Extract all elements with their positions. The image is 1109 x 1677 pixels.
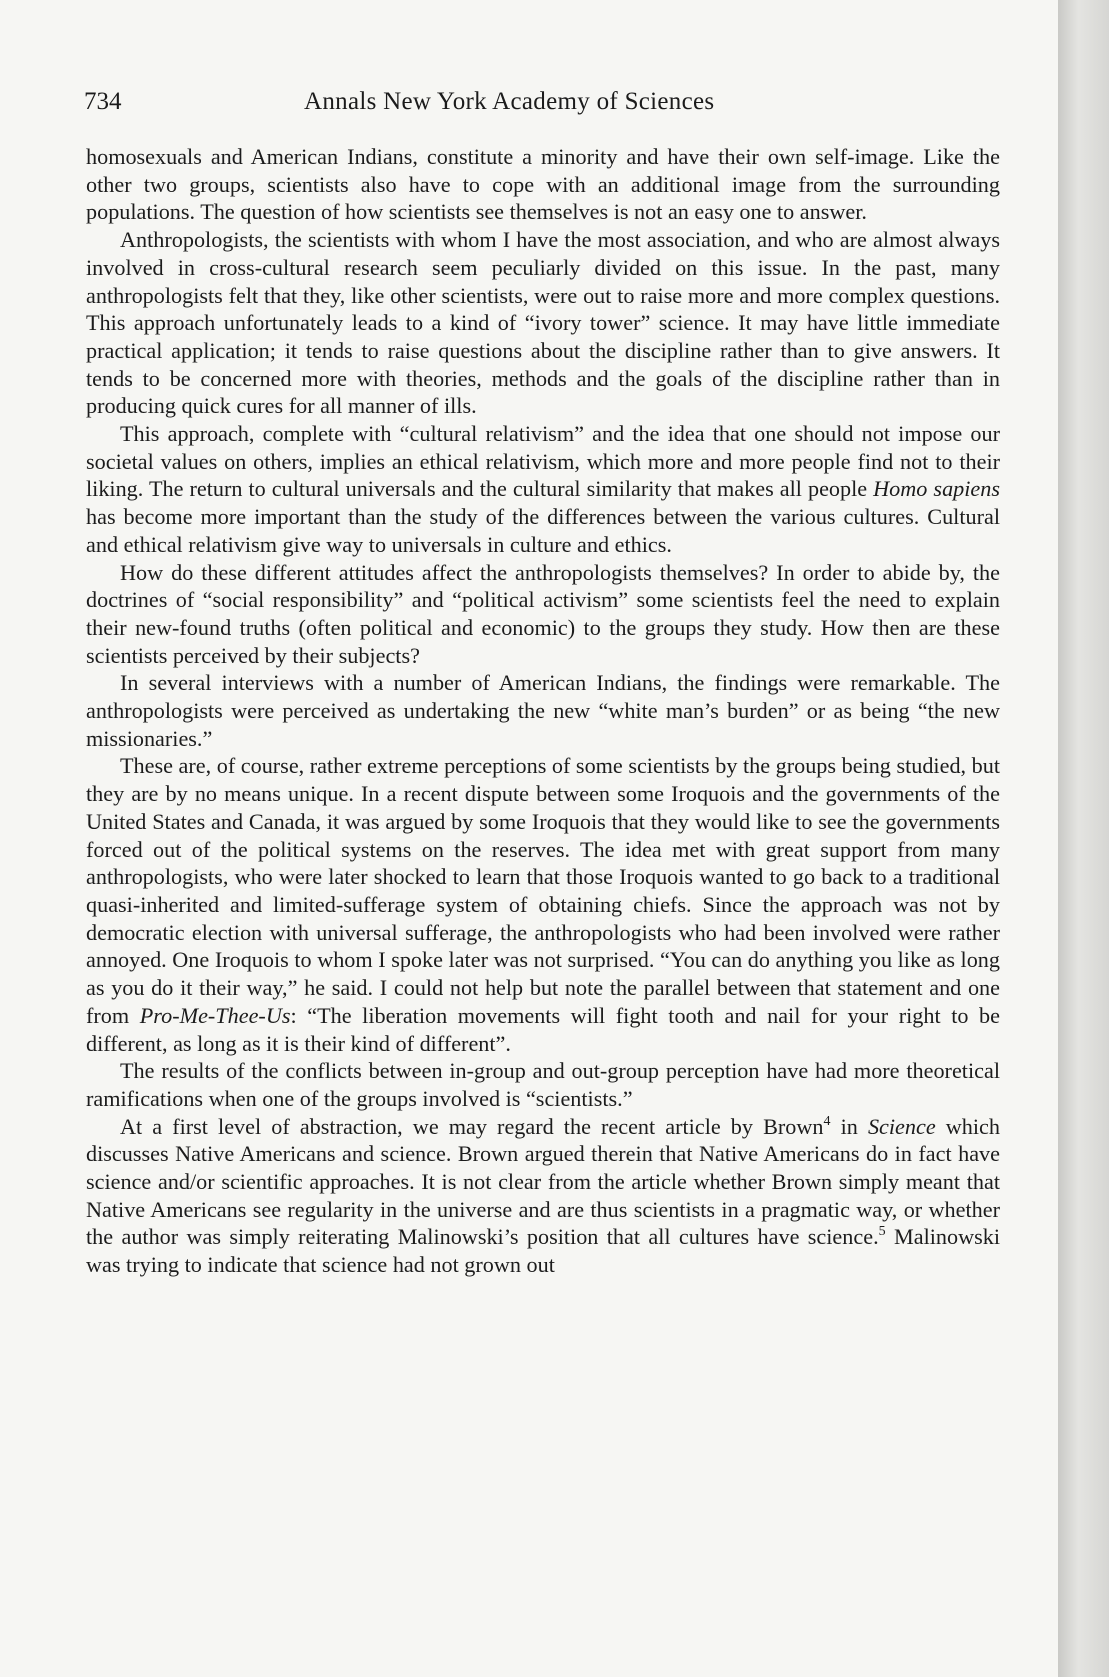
text-run: has become more important than the study of the differences between the various cultures. Cultural and ethical relativism give way to universals in culture and ethics. <box>86 504 1000 557</box>
text-run: How do these different attitudes affect the anthropologists themselves? In order to abide by, the doctrines of “social responsibility” and “political activism” some scientists feel the need to explain their new-found truths (often political and economic) to the groups they study. How then are these scientists perceived by their subjects? <box>86 559 1000 668</box>
paragraph <box>86 1113 1000 1279</box>
text-run: in <box>830 1113 868 1139</box>
paragraph <box>86 1057 1000 1112</box>
paragraph <box>86 143 1000 226</box>
paragraph <box>86 669 1000 752</box>
italic-run: Pro-Me-Thee-Us <box>139 1002 291 1028</box>
text-run: This approach, complete with “cultural relativism” and the idea that one should not impose our societal values on others, implies an ethical relativism, which more and more people find not to their liking. The return to cultural universals and the cultural similarity that makes all people <box>86 421 1000 502</box>
italic-run: Homo sapiens <box>873 476 1000 502</box>
text-run: In several interviews with a number of American Indians, the findings were remarkable. The anthropologists were perceived as undertaking the new “white man’s burden” or as being “the new missionaries.” <box>86 670 1000 751</box>
page-header <box>84 88 1000 120</box>
text-run: At a first level of abstraction, we may regard the recent article by Brown <box>120 1113 824 1139</box>
text-run: The results of the conflicts between in-group and out-group perception have had more theoretical ramifications when one of the groups involved is “scientists.” <box>86 1058 1000 1111</box>
text-run: : “The liberation movements will fight tooth and nail for your right to be different, as long as it is their kind of different”. <box>86 1002 1000 1056</box>
footnote-ref: 5 <box>878 1224 886 1240</box>
paragraph <box>86 420 1000 559</box>
footnote-ref: 4 <box>823 1113 831 1129</box>
text-run: which discusses Native Americans and science. Brown argued therein that Native Americans do in fact have science and/or scientific approaches. It is not clear from the article whether Brown simply meant that Native Americans see regularity in the universe and are thus scientists in a pragmatic way, or whether the author was simply reiterating Malinowski’s position that all cultures have science. <box>86 1113 1001 1250</box>
text-run: These are, of course, rather extreme perceptions of some scientists by the groups being studied, but they are by no means unique. In a recent dispute between some Iroquois and the governments of the United States and Canada, it was argued by some Iroquois that they would like to see the governments forced out of the political systems on the reserves. The idea met with great support from many anthropologists, who were later shocked to learn that those Iroquois wanted to go back to a traditional quasi-inherited and limited-sufferage system of obtaining chiefs. Since the approach was not by democratic election with universal sufferage, the anthropologists who had been involved were rather annoyed. One Iroquois to whom I spoke later was not surprised. “You can do anything you like as long as you do it their way,” he said. I could not help but note the parallel between that statement and one from <box>86 753 1000 1028</box>
page-edge <box>1058 0 1109 1677</box>
body-text <box>86 143 1000 1279</box>
text-run: homosexuals and American Indians, constitute a minority and have their own self-image. Like the other two groups, scientists also have to cope with an additional image from the surrounding populations. The question of how scientists see themselves is not an easy one to answer. <box>86 144 1000 225</box>
running-head: Annals New York Academy of Sciences <box>304 88 715 115</box>
text-run: Malinowski was trying to indicate that science had not grown out <box>86 1224 1001 1278</box>
paragraph <box>86 559 1000 670</box>
page-number: 734 <box>84 88 122 115</box>
paragraph <box>86 752 1000 1057</box>
italic-run: Science <box>867 1113 936 1139</box>
paragraph <box>86 226 1000 420</box>
text-run: Anthropologists, the scientists with whom I have the most association, and who are almost always involved in cross-cultural research seem peculiarly divided on this issue. In the past, many anthropologists felt that they, like other scientists, were out to raise more and more complex questions. This approach unfortunately leads to a kind of “ivory tower” science. It may have little immediate practical application; it tends to raise questions about the discipline rather than to give answers. It tends to be concerned more with theories, methods and the goals of the discipline rather than in producing quick cures for all manner of ills. <box>86 227 1000 419</box>
